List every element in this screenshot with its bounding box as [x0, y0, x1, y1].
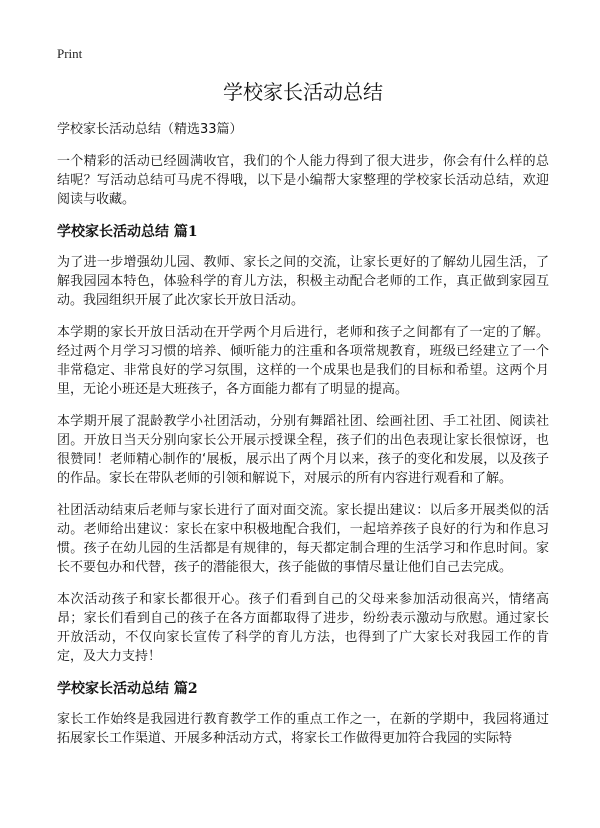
section-2-paragraph-1: 家长工作始终是我园进行教育教学工作的重点工作之一，在新的学期中，我园将通过拓展家长工作渠道、开展多种活动方式，将家长工作做得更加符合我园的实际特 [57, 712, 549, 746]
document-body [57, 120, 549, 761]
section-heading-1: 学校家长活动总结 篇1 [57, 224, 198, 240]
section-1-paragraph-1: 为了进一步增强幼儿园、教师、家长之间的交流，让家长更好的了解幼儿园生活，了解我园园本特色，体验科学的育儿方法，积极主动配合老师的工作，真正做到家园互动。我园组织开展了此次家长开放日活动。 [57, 255, 549, 308]
section-1-paragraph-5: 本次活动孩子和家长都很开心。孩子们看到自己的父母来参加活动很高兴，情绪高昂；家长们看到自己的孩子在各方面都取得了进步，纷纷表示激动与欣慰。通过家长开放活动，不仅向家长宣传了科学的育儿方法，也得到了广大家长对我园工作的肯定，及大力支持！ [57, 592, 549, 664]
intro-paragraph: 一个精彩的活动已经圆满收官，我们的个人能力得到了很大进步，你会有什么样的总结呢？写活动总结可马虎不得哦，以下是小编帮大家整理的学校家长活动总结，欢迎阅读与收藏。 [57, 154, 549, 207]
section-1-paragraph-3: 本学期开展了混龄教学小社团活动，分别有舞蹈社团、绘画社团、手工社团、阅读社团。开放日当天分别向家长公开展示授课全程，孩子们的出色表现让家长很惊讶，也很赞同！老师精心制作的‘展板，展示出了两个月以来，孩子的变化和发展，以及孩子的作品。家长在带队老师的引领和解说下，对展示的所有内容进行观看和了解。 [57, 414, 549, 486]
section-1-paragraph-2: 本学期的家长开放日活动在开学两个月后进行，老师和孩子之间都有了一定的了解。经过两个月学习习惯的培养、倾听能力的注重和各项常规教育，班级已经建立了一个非常稳定、非常良好的学习氛围，这样的一个成果也是我们的目标和希望。这两个月里，无论小班还是大班孩子，各方面能力都有了明显的提高。 [57, 325, 549, 397]
document-subtitle: 学校家长活动总结（精选33篇） [57, 122, 243, 137]
print-label: Print [57, 46, 83, 61]
document-title: 学校家长活动总结 [223, 80, 383, 104]
section-1-paragraph-4: 社团活动结束后老师与家长进行了面对面交流。家长提出建议：以后多开展类似的活动。老师给出建议：家长在家中积极地配合我们，一起培养孩子良好的行为和作息习惯。孩子在幼儿园的生活都是有规律的，每天都定制合理的生活学习和作息时间。家长不要包办和代替，孩子的潜能很大，孩子能做的事情尽量让他们自己去完成。 [57, 503, 549, 575]
section-heading-2: 学校家长活动总结 篇2 [57, 681, 198, 697]
